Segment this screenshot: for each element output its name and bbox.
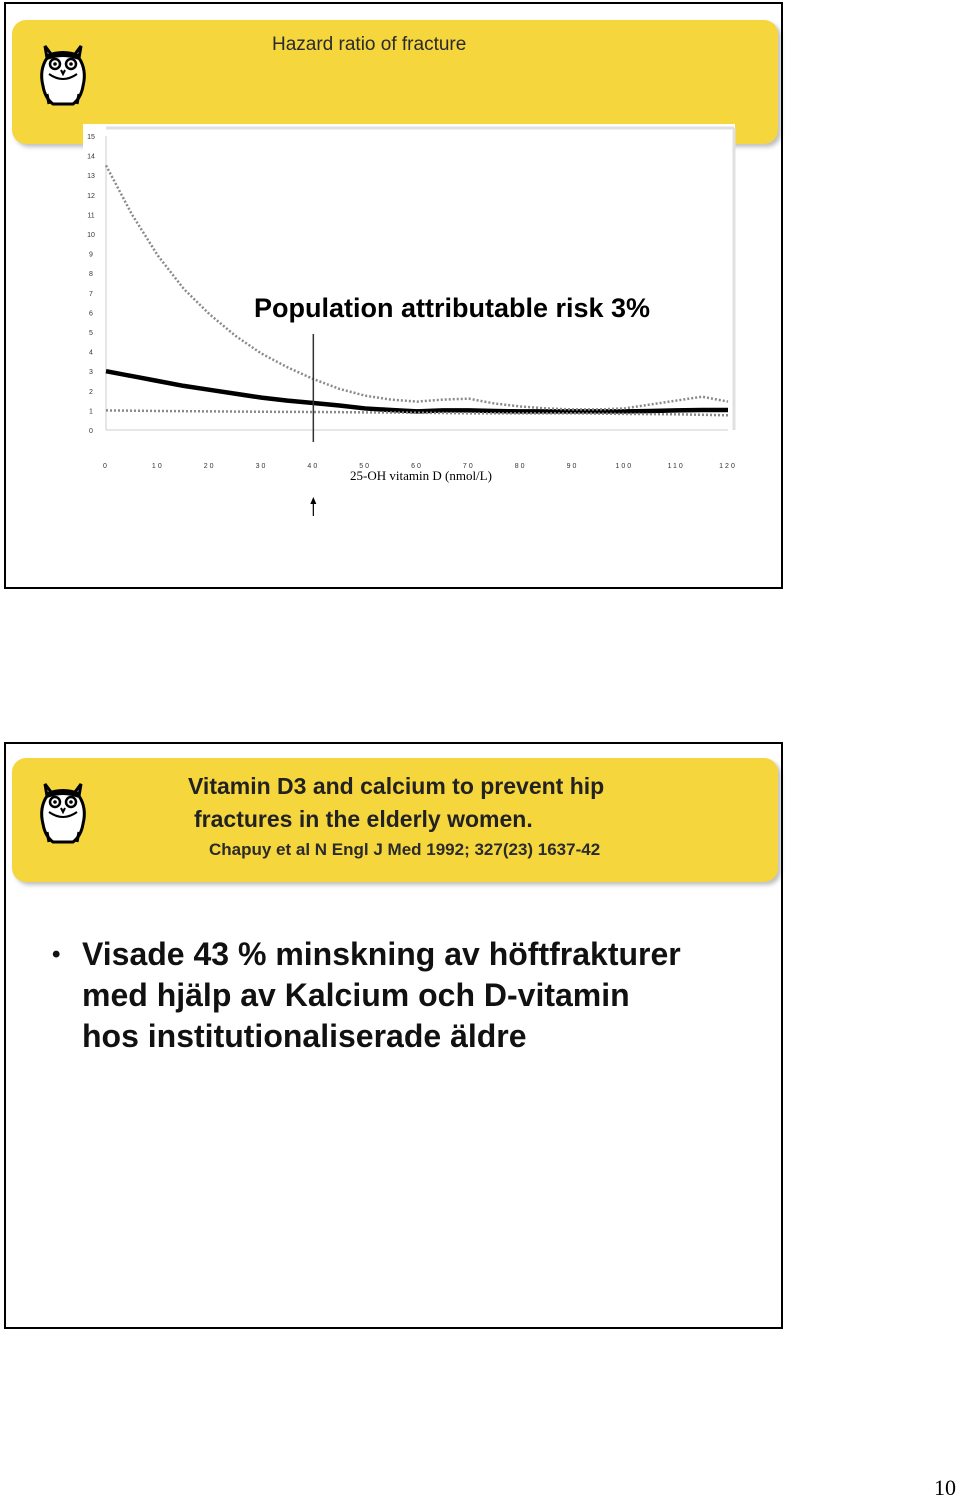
y-tick-label: 8 [89,271,93,279]
slide-title-line-2: fractures in the elderly women. [194,806,533,832]
hazard-ratio-chart [83,124,735,574]
y-tick-label: 9 [89,251,93,259]
y-tick-label: 2 [89,388,93,396]
bullet-marker: • [52,941,61,968]
slide-hazard-ratio [4,2,783,589]
y-tick-label: 13 [87,173,95,181]
x-tick-label: 0 [103,463,109,470]
y-tick-label: 0 [89,428,93,435]
bullet-text-line-1: Visade 43 % minskning av höftfrakturer [82,936,681,972]
owl-logo-icon [37,40,89,106]
bullet-text [82,934,772,1057]
y-tick-label: 14 [87,153,95,161]
x-axis-label: 25-OH vitamin D (nmol/L) [350,468,492,483]
x-tick-label: 60 [411,463,423,470]
y-tick-label: 1 [89,408,93,416]
x-tick-label: 10 [151,463,164,470]
marker-arrow-head [310,497,316,504]
population-attributable-risk-label: Population attributable risk 3% [254,293,651,323]
y-tick-label: 12 [87,192,95,200]
series-line-dotted-upper [106,165,728,409]
y-tick-label: 5 [89,330,93,337]
x-tick-label: 110 [667,463,685,470]
slide-vitamin-d3 [4,742,783,1329]
y-tick-label: 4 [89,349,93,357]
x-tick-label: 70 [462,463,475,470]
x-tick-label: 30 [255,463,268,470]
chart-svg [83,124,735,574]
citation: Chapuy et al N Engl J Med 1992; 327(23) 1637-42 [209,840,601,859]
bullet-text-line-3: hos institutionaliserade äldre [82,1018,527,1054]
x-tick-label: 120 [719,463,737,470]
series-line-solid-thick [106,371,728,411]
bullet-text-line-2: med hjälp av Kalcium och D-vitamin [82,977,630,1013]
page-number: 10 [934,1475,956,1500]
x-tick-label: 80 [514,463,527,470]
slide-title: Hazard ratio of fracture [272,34,467,55]
y-tick-label: 15 [87,134,95,141]
x-tick-label: 20 [203,463,216,470]
x-tick-label: 50 [359,463,372,470]
y-tick-label: 6 [89,310,93,318]
x-tick-label: 90 [566,463,579,470]
y-tick-label: 3 [89,369,93,377]
y-tick-label: 11 [87,212,95,220]
x-tick-label: 100 [615,463,634,470]
y-tick-label: 10 [87,232,95,239]
slide-title-line-1: Vitamin D3 and calcium to prevent hip [188,773,605,799]
y-tick-label: 7 [89,290,93,298]
slide-title [188,770,604,836]
x-tick-label: 40 [307,463,320,470]
owl-logo-icon [37,778,89,844]
